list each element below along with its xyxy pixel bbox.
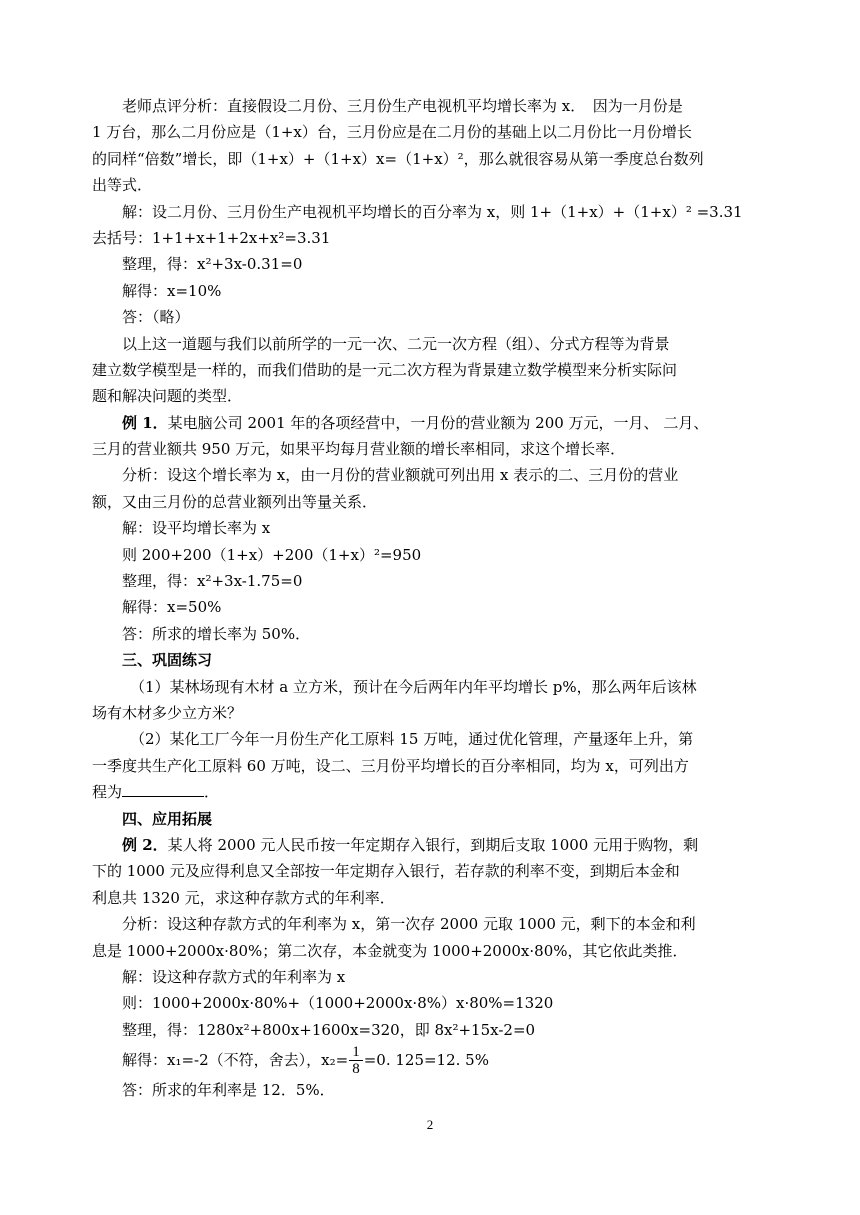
summary-paragraph: [92, 331, 772, 410]
text-line: [92, 410, 772, 436]
text-line: 场有木材多少立方米？: [92, 703, 243, 722]
page-content: [92, 93, 772, 1103]
text-line: [92, 832, 772, 858]
section-heading: 三、巩固练习: [122, 651, 213, 670]
text-line: 则 200+200（1+x）+200（1+x）²=950: [122, 545, 422, 564]
text-line: 分析：设这个增长率为 x，由一月份的营业额就可列出用 x 表示的二、三月份的营业: [122, 466, 679, 485]
text-line: 1 万台，那么二月份应是（1+x）台，三月份应是在二月份的基础上以二月份比一月份增长: [92, 123, 692, 142]
text-line: 解：设这种存款方式的年利率为 x: [122, 967, 346, 986]
text-line: 三月的营业额共 950 万元，如果平均每月营业额的增长率相同，求这个增长率．: [92, 440, 626, 459]
section-heading: 四、应用拓展: [122, 809, 213, 828]
text-line: 一季度共生产化工原料 60 万吨，设二、三月份平均增长的百分率相同，均为 x，可列出方: [92, 756, 689, 775]
text-line: 则：1000+2000x·80%+（1000+2000x·8%）x·80%=1320: [122, 994, 554, 1013]
text-line: 建立数学模型是一样的，而我们借助的是一元二次方程为背景建立数学模型来分析实际问: [92, 360, 678, 379]
text-line: 分析：设这种存款方式的年利率为 x，第一次存 2000 元取 1000 元，剩下的本金和利: [122, 915, 696, 934]
roots-line: [92, 1043, 772, 1077]
text-line: （1）某林场现有木材 a 立方米，预计在今后两年内年平均增长 p%，那么两年后该林: [130, 677, 697, 696]
page-number: 2: [426, 1117, 434, 1132]
text-line: [92, 779, 772, 805]
solution-block-1: [92, 199, 772, 331]
text-line: 出等式．: [92, 176, 153, 195]
text-line: 答：所求的年利率是 12．5%．: [122, 1081, 335, 1100]
answer-blank: [122, 780, 204, 797]
text-line: 整理，得：1280x²+800x+1600x=320，即 8x²+15x-2=0: [122, 1020, 536, 1039]
text-line: 解得：x=10%: [122, 281, 222, 300]
text-line: 整理，得：x²+3x-1.75=0: [122, 572, 303, 591]
fraction-denominator: 8: [352, 1060, 360, 1077]
text-line: 解：设平均增长率为 x: [122, 519, 271, 538]
teacher-analysis-paragraph: [92, 93, 772, 199]
example-label: 例 2．: [122, 835, 168, 854]
text-line: （2）某化工厂今年一月份生产化工原料 15 万吨，通过优化管理，产量逐年上升，第: [130, 730, 694, 749]
text-line: 的同样“倍数”增长，即（1+x）+（1+x）x=（1+x）²，那么就很容易从第一季度总台数列: [92, 149, 704, 168]
example-text: 某电脑公司 2001 年的各项经营中，一月份的营业额为 200 万元，一月、 二月、: [167, 413, 709, 432]
text-line: 老师点评分析：直接假设二月份、三月份生产电视机平均增长率为 x． 因为一月份是: [122, 97, 683, 115]
example-label: 例 1．: [122, 413, 168, 432]
section-application: [92, 806, 772, 1104]
text-line: 答：（略）: [122, 308, 190, 327]
example-text: 某人将 2000 元人民币按一年定期存入银行，到期后支取 1000 元用于购物，剩: [167, 835, 699, 854]
text-line: 答：所求的增长率为 50%．: [122, 624, 311, 643]
text-line: 题和解决问题的类型．: [92, 387, 243, 406]
text-line: 额，又由三月份的总营业额列出等量关系．: [92, 492, 378, 511]
text-line: 去括号：1+1+x+1+2x+x²=3.31: [92, 228, 331, 247]
text-fragment: 程为: [92, 783, 123, 802]
text-line: 解得：x=50%: [122, 598, 222, 617]
text-fragment: ．: [204, 783, 220, 802]
text-fragment: 解得：x₁=-2（不符，舍去），x₂=: [122, 1050, 349, 1069]
text-line: 息是 1000+2000x·80%；第二次存，本金就变为 1000+2000x·80%，其它依此类推．: [92, 941, 688, 960]
text-line: 以上这一道题与我们以前所学的一元一次、二元一次方程（组）、分式方程等为背景: [122, 334, 670, 353]
fraction-numerator: 1: [349, 1044, 363, 1061]
example-1: [92, 410, 772, 648]
text-line: 下的 1000 元及应得利息又全部按一年定期存入银行，若存款的利率不变，到期后本金和: [92, 862, 680, 881]
text-line: 利息共 1320 元，求这种存款方式的年利率．: [92, 888, 395, 907]
text-line: 整理，得：x²+3x-0.31=0: [122, 255, 303, 274]
fraction: [349, 1044, 363, 1077]
text-line: 解：设二月份、三月份生产电视机平均增长的百分率为 x，则 1+（1+x）+（1+x）² =3.31: [122, 202, 743, 221]
text-fragment: =0. 125=12. 5%: [363, 1050, 489, 1069]
section-consolidation: [92, 647, 772, 805]
